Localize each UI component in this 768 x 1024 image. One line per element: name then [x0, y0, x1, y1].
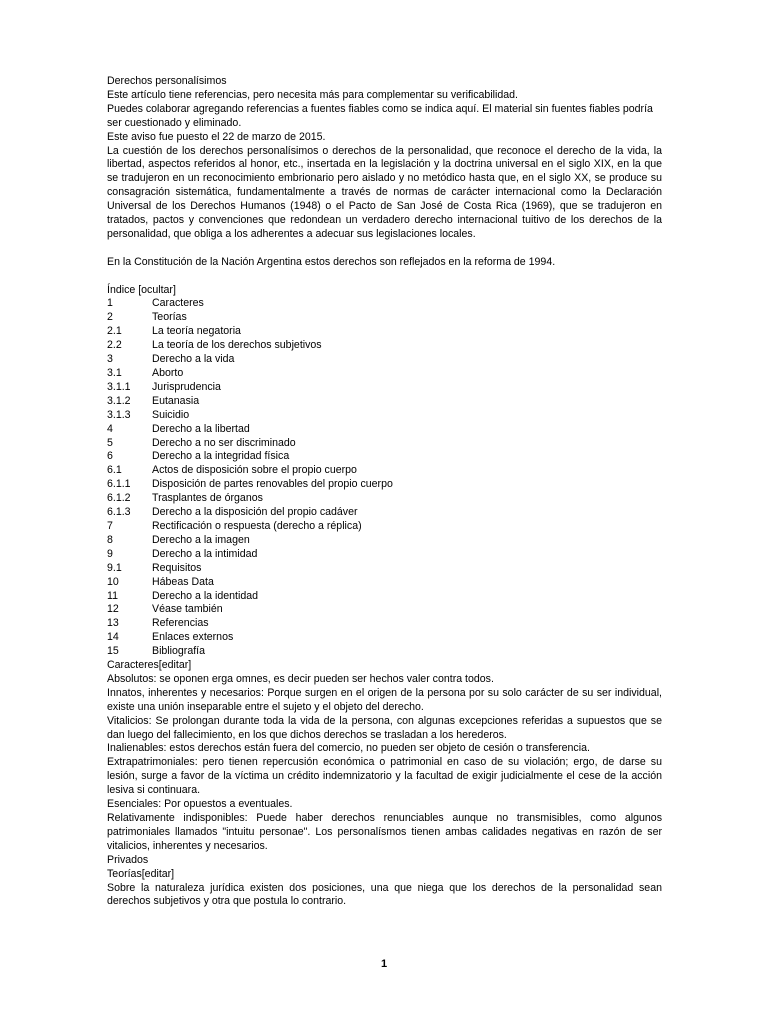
caracter-esenciales: Esenciales: Por opuestos a eventuales. — [107, 798, 293, 811]
toc-label: Trasplantes de órganos — [152, 492, 263, 505]
toc-label: Derecho a la vida — [152, 353, 235, 366]
page-number: 1 — [380, 958, 388, 970]
toc-item[interactable] — [107, 631, 662, 645]
toc-label: Disposición de partes renovables del propio cuerpo — [152, 478, 393, 491]
toc-item[interactable] — [107, 617, 662, 631]
toc-item[interactable] — [107, 423, 662, 437]
caracter-vitalicios: Vitalicios: Se prolongan durante toda la vida de la persona, con algunas excepciones referidas a supuestos que se dan luego del fallecimiento, en los que dichos derechos se trasladan a los herederos. — [107, 714, 662, 741]
toc-item[interactable] — [107, 339, 662, 353]
toc-item[interactable] — [107, 311, 662, 325]
caracter-relativamente-indisponibles: Relativamente indisponibles: Puede haber derechos renunciables aunque no transmisibles, como algunos patrimoniales llamados "intuitu personae". Los personalísmos tienen ambas calidades negativas en razón de ser vitalicios, inherentes y necesarios. — [107, 812, 662, 852]
toc-item[interactable] — [107, 353, 662, 367]
toc-label: Aborto — [152, 367, 184, 379]
toc-number: 3.1.2 — [107, 394, 131, 407]
toc-label: Suicidio — [152, 408, 190, 421]
toc-label: Caracteres — [152, 297, 204, 310]
toc-item[interactable] — [107, 450, 662, 464]
notice-references: Este artículo tiene referencias, pero necesita más para complementar su verificabilidad. — [107, 88, 519, 101]
toc-label: Derecho a la imagen — [152, 533, 250, 546]
toc-item[interactable] — [107, 645, 662, 659]
caracter-innatos: Innatos, inherentes y necesarios: Porque surgen en el origen de la persona por su solo carácter de su ser individual, existe una unión inseparable entre el sujeto y el objeto del derecho. — [107, 686, 662, 713]
toc-label: Hábeas Data — [152, 575, 214, 588]
toc-number: 9.1 — [107, 561, 122, 574]
toc-item[interactable] — [107, 576, 662, 590]
toc-label: Derecho a la disposición del propio cadáver — [152, 506, 358, 519]
caracter-absolutos: Absolutos: se oponen erga omnes, es decir pueden ser hechos valer contra todos. — [107, 672, 494, 685]
toc-number: 2 — [107, 311, 113, 324]
toc-number: 9 — [107, 547, 113, 560]
toc-item[interactable] — [107, 562, 662, 576]
toc-item[interactable] — [107, 367, 662, 381]
toc-label: La teoría de los derechos subjetivos — [152, 339, 322, 352]
toc-number: 6.1.1 — [107, 478, 131, 491]
toc-item[interactable] — [107, 520, 662, 534]
toc-number: 11 — [107, 589, 118, 602]
document-page — [107, 75, 662, 909]
toc-number: 8 — [107, 533, 113, 546]
toc-number: 6.1 — [107, 464, 122, 477]
section-heading-teorias: Teorías[editar] — [107, 867, 175, 880]
toc-item[interactable] — [107, 381, 662, 395]
caracter-privados: Privados — [107, 853, 149, 866]
toc-label: Enlaces externos — [152, 631, 234, 644]
toc-number: 3.1.3 — [107, 408, 131, 421]
notice-date: Este aviso fue puesto el 22 de marzo de 2015. — [107, 130, 326, 143]
spacer — [107, 242, 662, 256]
toc-item[interactable] — [107, 297, 662, 311]
toc-label: Actos de disposición sobre el propio cuerpo — [152, 464, 357, 477]
toc-number: 3 — [107, 353, 113, 366]
intro-paragraph: La cuestión de los derechos personalísimos o derechos de la personalidad, que reconoce el derecho de la vida, la libertad, aspectos referidos al honor, etc., insertada en la legislación y la doctrina universal en el siglo XIX, en la que se tradujeron en un reconocimiento embrionario pero aislado y no metódico hasta que, en el siglo XX, se produce su consagración sistemática, fundamentalmente a través de normas de carácter internacional como la Declaración Universal de los Derechos Humanos (1948) o el Pacto de San José de Costa Rica (1969), que se tradujeron en tratados, pactos y convenciones que redondean un verdadero derecho internacional tuitivo de los derechos de la personalidad, que obliga a los adherentes a adecuar sus legislaciones locales. — [107, 144, 662, 240]
section-heading-caracteres: Caracteres[editar] — [107, 659, 192, 672]
toc-label: Rectificación o respuesta (derecho a réplica) — [152, 519, 362, 532]
toc-label: Referencias — [152, 617, 209, 630]
toc-item[interactable] — [107, 492, 662, 506]
spacer — [107, 270, 662, 284]
toc-item[interactable] — [107, 395, 662, 409]
toc-item[interactable] — [107, 325, 662, 339]
teorias-paragraph: Sobre la naturaleza jurídica existen dos posiciones, una que niega que los derechos de la personalidad sean derechos subjetivos y otra que postula lo contrario. — [107, 881, 662, 908]
toc-label: La teoría negatoria — [152, 325, 241, 338]
toc-label: Derecho a la intimidad — [152, 547, 258, 560]
toc-label: Derecho a la integridad física — [152, 450, 290, 463]
toc-number: 10 — [107, 575, 119, 588]
toc-label: Bibliografía — [152, 645, 205, 658]
toc-label: Requisitos — [152, 561, 202, 574]
toc-number: 7 — [107, 519, 113, 532]
toc-label: Derecho a la libertad — [152, 422, 250, 435]
table-of-contents — [107, 297, 662, 659]
toc-number: 12 — [107, 603, 119, 616]
toc-number: 3.1 — [107, 367, 122, 379]
toc-label: Jurisprudencia — [152, 380, 221, 393]
article-title: Derechos personalísimos — [107, 75, 227, 87]
toc-number: 14 — [107, 631, 119, 644]
toc-number: 5 — [107, 436, 113, 449]
toc-number: 6 — [107, 450, 113, 463]
toc-number: 1 — [107, 297, 113, 310]
toc-item[interactable] — [107, 478, 662, 492]
toc-number: 4 — [107, 422, 113, 435]
toc-item[interactable] — [107, 534, 662, 548]
toc-label: Derecho a no ser discriminado — [152, 436, 296, 449]
toc-number: 6.1.2 — [107, 492, 131, 505]
toc-label: Teorías — [152, 311, 187, 324]
notice-collaborate: Puedes colaborar agregando referencias a fuentes fiables como se indica aquí. El material sin fuentes fiables podría ser cuestionado y eliminado. — [107, 102, 653, 129]
caracter-extrapatrimoniales: Extrapatrimoniales: pero tienen repercusión económica o patrimonial en caso de su violación; ergo, de darse su lesión, surge a favor de la víctima un crédito indemnizatorio y la facultad de exigir judicialmente el cese de la acción lesiva si continuara. — [107, 756, 662, 797]
toc-label: Eutanasia — [152, 394, 200, 407]
toc-item[interactable] — [107, 409, 662, 423]
toc-number: 13 — [107, 617, 119, 630]
toc-number: 15 — [107, 645, 119, 658]
toc-heading: Índice [ocultar] — [107, 283, 176, 296]
toc-item[interactable] — [107, 590, 662, 604]
toc-item[interactable] — [107, 464, 662, 478]
toc-number: 2.1 — [107, 325, 122, 338]
toc-number: 6.1.3 — [107, 506, 131, 519]
toc-label: Véase también — [152, 603, 223, 616]
toc-item[interactable] — [107, 548, 662, 562]
caracter-inalienables: Inalienables: estos derechos están fuera del comercio, no pueden ser objeto de cesión o transferencia. — [107, 742, 590, 755]
toc-item[interactable] — [107, 437, 662, 451]
toc-item[interactable] — [107, 603, 662, 617]
toc-label: Derecho a la identidad — [152, 589, 259, 602]
toc-item[interactable] — [107, 506, 662, 520]
constitution-paragraph: En la Constitución de la Nación Argentina estos derechos son reflejados en la reforma de 1994. — [107, 255, 556, 268]
toc-number: 2.2 — [107, 339, 122, 352]
toc-number: 3.1.1 — [107, 380, 131, 393]
